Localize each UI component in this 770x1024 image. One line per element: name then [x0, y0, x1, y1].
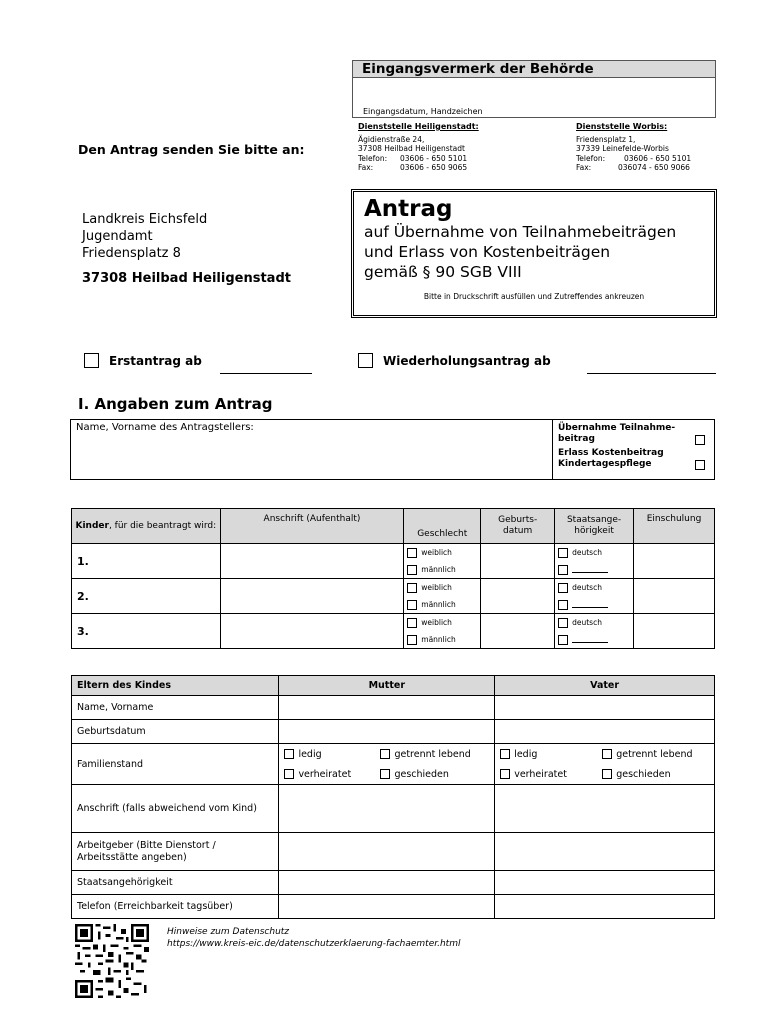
dienststelle-title: Dienststelle Heiligenstadt:: [358, 122, 479, 131]
mutter-cell[interactable]: [279, 871, 495, 895]
eltern-row-label: Anschrift (falls abweichend vom Kind): [72, 785, 279, 833]
datenschutz-hint: [167, 926, 460, 950]
recipient-address: [82, 211, 291, 287]
section-heading: I. Angaben zum Antrag: [78, 395, 273, 413]
wiederholungsantrag-label: Wiederholungsantrag ab: [383, 353, 551, 368]
dienststelle-worbis: [576, 122, 721, 173]
eltern-row-familienstand: [72, 744, 715, 785]
vater-cell[interactable]: [495, 895, 715, 919]
other-nationality-line[interactable]: [572, 602, 608, 608]
vater-cell[interactable]: [495, 833, 715, 871]
geschieden-checkbox[interactable]: [602, 769, 612, 779]
ledig-label: ledig: [514, 748, 538, 760]
maennlich-label: männlich: [421, 600, 456, 609]
kinder-geburt-cell[interactable]: [481, 579, 555, 614]
option-erlass: [558, 448, 709, 470]
mutter-cell[interactable]: [279, 833, 495, 871]
eltern-row-name: [72, 696, 715, 720]
eltern-table: [71, 675, 715, 919]
address-line3: Friedensplatz 8: [82, 246, 181, 261]
eltern-row-label: Staatsangehörigkeit: [72, 871, 279, 895]
kinder-row-number: 3.: [72, 614, 221, 649]
kinder-header-einschulung: Einschulung: [634, 509, 715, 544]
kinder-header-bold: Kinder: [75, 520, 109, 531]
weiblich-label: weiblich: [421, 618, 452, 627]
phone: 03606 - 650 5101: [400, 153, 468, 163]
datenschutz-link[interactable]: https://www.kreis-eic.de/datenschutzerklaerung-fachaemter.html: [167, 939, 461, 949]
applicant-name-field[interactable]: [71, 420, 553, 479]
kinder-header-kinder: [72, 509, 221, 544]
kinder-row-number: 2.: [72, 579, 221, 614]
eltern-header-mutter: Mutter: [279, 676, 495, 696]
kinder-einschulung-cell[interactable]: [634, 579, 715, 614]
maennlich-label: männlich: [421, 565, 456, 574]
kinder-header-row: [72, 509, 715, 544]
eltern-row-label: Telefon (Erreichbarkeit tagsüber): [72, 895, 279, 919]
option-erlass-label2: Kindertagespflege: [558, 459, 652, 469]
other-nationality-checkbox[interactable]: [558, 565, 568, 575]
kinder-header-geschlecht: Geschlecht: [404, 509, 481, 544]
applicant-name-box: [70, 419, 715, 480]
verheiratet-checkbox[interactable]: [500, 769, 510, 779]
kinder-staat-cell: [555, 544, 634, 579]
address-line1: Landkreis Eichsfeld: [82, 212, 208, 227]
dienststelle-line2: 37339 Leinefelde-Worbis: [576, 144, 669, 153]
weiblich-label: weiblich: [421, 583, 452, 592]
option-uebernahme-label2: beitrag: [558, 434, 595, 444]
vater-familienstand-cell: [495, 744, 715, 785]
qr-code-icon: [72, 924, 152, 998]
geschieden-label: geschieden: [616, 768, 671, 780]
phone-label: Telefon:: [358, 153, 388, 163]
geschieden-checkbox[interactable]: [380, 769, 390, 779]
erstantrag-checkbox[interactable]: [84, 353, 99, 368]
kinder-header-anschrift: Anschrift (Aufenthalt): [220, 509, 404, 544]
antrag-sub1: auf Übernahme von Teilnahmebeiträgen: [364, 223, 677, 241]
dienststelle-line2: 37308 Heilbad Heiligenstadt: [358, 144, 465, 153]
phone: 03606 - 650 5101: [624, 153, 692, 163]
dienststelle-line1: Ägidienstraße 24,: [358, 134, 425, 144]
kinder-einschulung-cell[interactable]: [634, 544, 715, 579]
mutter-cell[interactable]: [279, 696, 495, 720]
kinder-staat-cell: [555, 579, 634, 614]
getrennt-label: getrennt lebend: [616, 748, 693, 760]
option-erlass-label1: Erlass Kostenbeitrag: [558, 448, 664, 458]
weiblich-checkbox[interactable]: [407, 548, 417, 558]
kinder-row-number: 1.: [72, 544, 221, 579]
ledig-label: ledig: [298, 748, 322, 760]
fax: 036074 - 650 9066: [618, 163, 690, 172]
weiblich-checkbox[interactable]: [407, 583, 417, 593]
kinder-geschlecht-cell: [404, 579, 481, 614]
maennlich-checkbox[interactable]: [407, 635, 417, 645]
deutsch-checkbox[interactable]: [558, 583, 568, 593]
eltern-header-vater: Vater: [495, 676, 715, 696]
datenschutz-title: Hinweise zum Datenschutz: [167, 927, 290, 937]
vater-cell[interactable]: [495, 871, 715, 895]
fax-label: Fax:: [576, 163, 592, 172]
getrennt-label: getrennt lebend: [394, 748, 471, 760]
eltern-row-label: Geburtsdatum: [72, 720, 279, 744]
antrag-sub2: und Erlass von Kostenbeiträgen: [364, 243, 611, 261]
mutter-cell[interactable]: [279, 895, 495, 919]
kinder-geschlecht-cell: [404, 614, 481, 649]
kinder-header-geburt: Geburts-datum: [481, 509, 555, 544]
other-nationality-checkbox[interactable]: [558, 635, 568, 645]
address-line2: Jugendamt: [82, 229, 153, 244]
getrennt-checkbox[interactable]: [602, 749, 612, 759]
mutter-cell[interactable]: [279, 720, 495, 744]
dienststelle-title: Dienststelle Worbis:: [576, 122, 668, 131]
wiederholungsantrag-date-line[interactable]: [587, 373, 716, 374]
kinder-geschlecht-cell: [404, 544, 481, 579]
kinder-anschrift-cell[interactable]: [220, 544, 404, 579]
antrag-title-box: [351, 189, 717, 318]
eltern-row-label: Arbeitgeber (Bitte Dienstort / Arbeitsstätte angeben): [72, 833, 279, 871]
send-to-label: Den Antrag senden Sie bitte an:: [78, 142, 305, 157]
dienststelle-line1: Friedensplatz 1,: [576, 134, 636, 144]
kinder-staat-cell: [555, 614, 634, 649]
antrag-note: Bitte in Druckschrift ausfüllen und Zutreffendes ankreuzen: [423, 292, 645, 301]
vater-cell[interactable]: [495, 720, 715, 744]
verheiratet-checkbox[interactable]: [284, 769, 294, 779]
eltern-row-geburt: [72, 720, 715, 744]
kinder-table: [71, 508, 715, 649]
wiederholungsantrag-checkbox[interactable]: [358, 353, 373, 368]
getrennt-checkbox[interactable]: [380, 749, 390, 759]
weiblich-label: weiblich: [421, 548, 452, 557]
dienststelle-heiligenstadt: [358, 122, 558, 173]
eingangsvermerk-sub: Eingangsdatum, Handzeichen: [363, 107, 483, 116]
eltern-header-row: [72, 676, 715, 696]
mutter-cell[interactable]: [279, 785, 495, 833]
antrag-sub3: gemäß § 90 SGB VIII: [364, 263, 522, 281]
eingangsvermerk-box: [352, 60, 716, 118]
other-nationality-line[interactable]: [572, 637, 608, 643]
deutsch-checkbox[interactable]: [558, 618, 568, 628]
option-uebernahme: [558, 423, 709, 445]
maennlich-checkbox[interactable]: [407, 600, 417, 610]
deutsch-checkbox[interactable]: [558, 548, 568, 558]
kinder-row: [72, 579, 715, 614]
eltern-row-label: Name, Vorname: [72, 696, 279, 720]
address-city: 37308 Heilbad Heiligenstadt: [82, 271, 291, 286]
kinder-row: [72, 614, 715, 649]
uebernahme-checkbox[interactable]: [695, 435, 705, 445]
option-uebernahme-label1: Übernahme Teilnahme-: [558, 423, 676, 433]
kinder-header-staat: Staatsange-hörigkeit: [555, 509, 634, 544]
maennlich-checkbox[interactable]: [407, 565, 417, 575]
fax: 03606 - 650 9065: [400, 163, 468, 172]
other-nationality-checkbox[interactable]: [558, 600, 568, 610]
erstantrag-option: [84, 353, 202, 368]
eltern-row-anschrift: [72, 785, 715, 833]
vater-cell[interactable]: [495, 696, 715, 720]
kinder-geburt-cell[interactable]: [481, 544, 555, 579]
deutsch-label: deutsch: [572, 583, 602, 592]
applicant-name-label: Name, Vorname des Antragstellers:: [76, 422, 254, 433]
eltern-row-staat: [72, 871, 715, 895]
erstantrag-label: Erstantrag ab: [109, 353, 202, 368]
deutsch-label: deutsch: [572, 548, 602, 557]
mutter-familienstand-cell: [279, 744, 495, 785]
kinder-geburt-cell[interactable]: [481, 614, 555, 649]
vater-cell[interactable]: [495, 785, 715, 833]
maennlich-label: männlich: [421, 635, 456, 644]
antrag-title: Antrag: [364, 196, 453, 222]
weiblich-checkbox[interactable]: [407, 618, 417, 628]
other-nationality-line[interactable]: [572, 567, 608, 573]
phone-label: Telefon:: [576, 153, 606, 163]
kinder-anschrift-cell[interactable]: [220, 579, 404, 614]
erstantrag-date-line[interactable]: [220, 373, 312, 374]
kinder-einschulung-cell[interactable]: [634, 614, 715, 649]
deutsch-label: deutsch: [572, 618, 602, 627]
wiederholungsantrag-option: [358, 353, 551, 368]
fax-label: Fax:: [358, 163, 374, 172]
ledig-checkbox[interactable]: [284, 749, 294, 759]
kinder-header-rest: , für die beantragt wird:: [108, 520, 217, 531]
verheiratet-label: verheiratet: [298, 768, 352, 780]
erlass-checkbox[interactable]: [695, 460, 705, 470]
geschieden-label: geschieden: [394, 768, 449, 780]
eltern-row-label: Familienstand: [72, 744, 279, 785]
kinder-anschrift-cell[interactable]: [220, 614, 404, 649]
kinder-row: [72, 544, 715, 579]
eltern-row-telefon: [72, 895, 715, 919]
verheiratet-label: verheiratet: [514, 768, 567, 780]
antrag-type-options: [553, 420, 714, 479]
eingangsvermerk-title: Eingangsvermerk der Behörde: [353, 61, 715, 78]
eltern-header-left: Eltern des Kindes: [72, 676, 279, 696]
eltern-row-arbeitgeber: [72, 833, 715, 871]
ledig-checkbox[interactable]: [500, 749, 510, 759]
